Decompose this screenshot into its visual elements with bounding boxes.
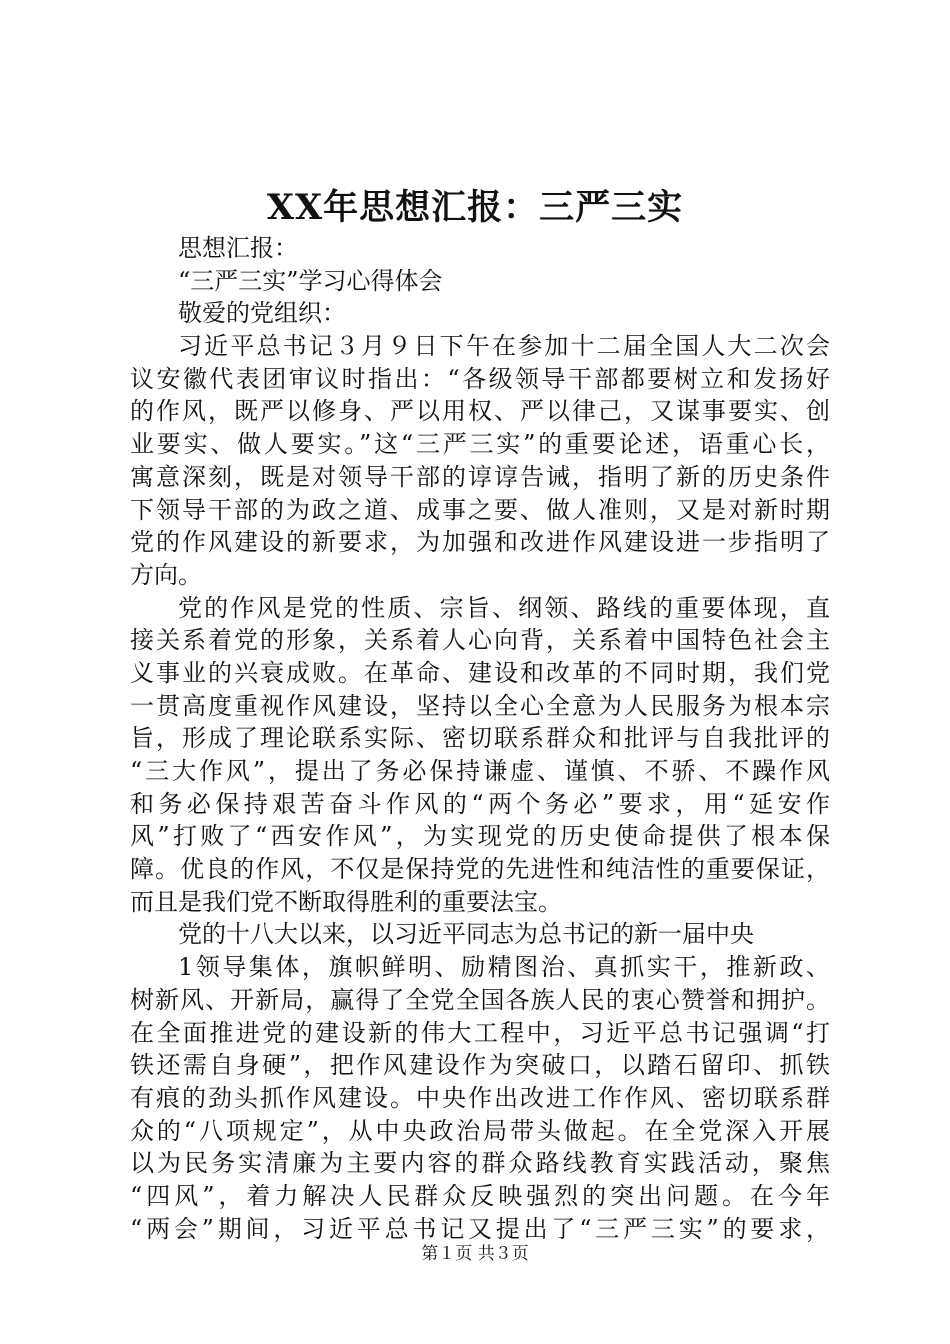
text-line: 接关系着党的形象，关系着人心向背，关系着中国特色社会主 <box>130 626 830 655</box>
text-line: 障。优良的作风，不仅是保持党的先进性和纯洁性的重要保证， <box>130 855 830 884</box>
text-line: 义事业的兴衰成败。在革命、建设和改革的不同时期，我们党 <box>130 658 830 687</box>
text-line: 思想汇报： <box>178 234 298 262</box>
text-line: “两会”期间，习近平总书记又提出了“三严三实”的要求， <box>130 1214 830 1243</box>
text-line: “四风”，着力解决人民群众反映强烈的突出问题。在今年 <box>130 1181 830 1210</box>
text-line: 而且是我们党不断取得胜利的重要法宝。 <box>130 887 562 916</box>
text-line: 有痕的劲头抓作风建设。中央作出改进工作作风、密切联系群 <box>130 1083 830 1112</box>
text-line: 和务必保持艰苦奋斗作风的“两个务必”要求，用“延安作 <box>130 789 830 818</box>
text-line: 众的“八项规定”，从中央政治局带头做起。在全党深入开展 <box>130 1116 830 1145</box>
text-line: 党的十八大以来，以习近平同志为总书记的新一届中央 <box>178 920 754 949</box>
text-line: 党的作风是党的性质、宗旨、纲领、路线的重要体现，直 <box>178 593 830 622</box>
text-line: 敬爱的党组织： <box>178 299 346 328</box>
page-footer: 第１页 共３页 <box>421 1244 529 1264</box>
text-line: 业要实、做人要实。”这“三严三实”的重要论述，语重心长， <box>130 430 830 459</box>
document-title: XX年思想汇报：三严三实 <box>266 187 684 228</box>
text-line: 议安徽代表团审议时指出：“各级领导干部都要树立和发扬好 <box>130 364 830 393</box>
document-body <box>130 232 830 1245</box>
text-line: 一贯高度重视作风建设，坚持以全心全意为人民服务为根本宗 <box>130 691 830 720</box>
text-line: “三大作风”，提出了务必保持谦虚、谨慎、不骄、不躁作风 <box>130 757 830 785</box>
text-line: 风”打败了“西安作风”，为实现党的历史使命提供了根本保 <box>130 822 830 851</box>
text-line: 旨，形成了理论联系实际、密切联系群众和批评与自我批评的 <box>130 724 830 753</box>
text-line: 以为民务实清廉为主要内容的群众路线教育实践活动，聚焦 <box>130 1149 830 1178</box>
text-line: 下领导干部的为政之道、成事之要、做人准则，又是对新时期 <box>130 495 830 524</box>
text-line: 在全面推进党的建设新的伟大工程中，习近平总书记强调“打 <box>130 1018 830 1047</box>
text-line: 1领导集体，旗帜鲜明、励精图治、真抓实干，推新政、 <box>178 953 830 982</box>
text-line: 党的作风建设的新要求，为加强和改进作风建设进一步指明了 <box>130 528 830 557</box>
text-line: 寓意深刻，既是对领导干部的谆谆告诫，指明了新的历史条件 <box>130 462 830 491</box>
text-line: “三严三实”学习心得体会 <box>178 266 443 295</box>
text-line: 方向。 <box>130 560 202 589</box>
text-line: 树新风、开新局，赢得了全党全国各族人民的衷心赞誉和拥护。 <box>130 985 830 1014</box>
text-line: 铁还需自身硬”，把作风建设作为突破口，以踏石留印、抓铁 <box>130 1051 830 1080</box>
text-line: 的作风，既严以修身、严以用权、严以律己，又谋事要实、创 <box>130 397 830 426</box>
text-line: 习近平总书记３月９日下午在参加十二届全国人大二次会 <box>178 332 830 361</box>
